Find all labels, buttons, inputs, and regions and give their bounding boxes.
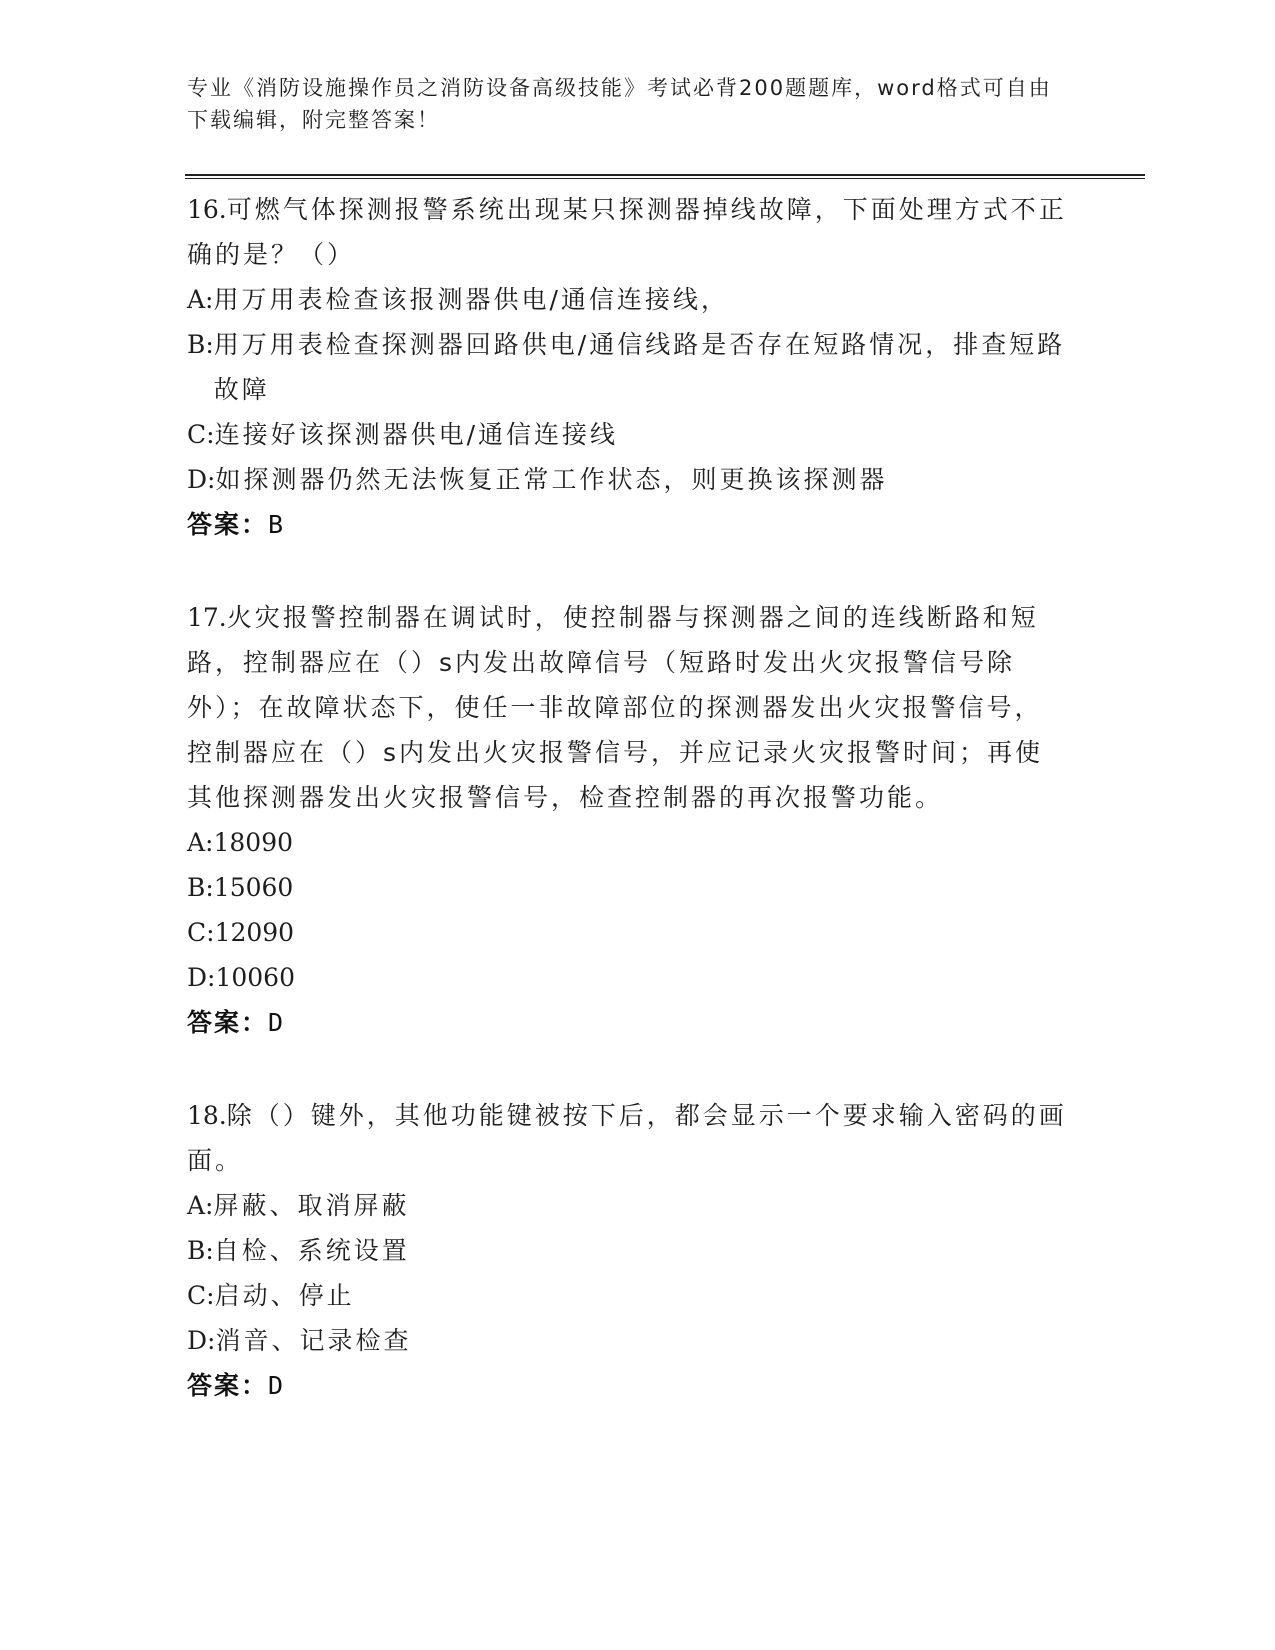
- option-text: 消音、记录检查: [215, 1326, 412, 1355]
- option-text: 18090: [213, 828, 294, 857]
- option-text: 10060: [215, 963, 295, 992]
- question-16: [187, 187, 1067, 547]
- option-c: [187, 1273, 1067, 1318]
- option-d: [187, 457, 1067, 502]
- option-b: [187, 865, 1067, 910]
- option-key: D:: [187, 963, 216, 992]
- document-header: 专业《消防设施操作员之消防设备高级技能》考试必背200题题库，word格式可自由下载编辑，附完整答案！: [187, 76, 1052, 132]
- option-text: 启动、停止: [214, 1281, 355, 1310]
- option-key: B:: [187, 330, 214, 359]
- option-a: [187, 820, 1067, 865]
- option-text: 连接好该探测器供电/通信连接线: [214, 420, 618, 449]
- question-text: [187, 1093, 1067, 1183]
- option-key: D:: [187, 465, 216, 494]
- option-text: 用万用表检查该报测器供电/通信连接线，: [213, 285, 729, 314]
- option-c: [187, 910, 1067, 955]
- question-text: [187, 187, 1067, 277]
- option-key: A:: [187, 828, 214, 857]
- option-key: A:: [187, 1191, 214, 1220]
- question-body: 除（）键外，其他功能键被按下后，都会显示一个要求输入密码的画面。: [187, 1101, 1067, 1175]
- answer: [187, 502, 1067, 547]
- question-body: 可燃气体探测报警系统出现某只探测器掉线故障，下面处理方式不正确的是？（）: [187, 195, 1067, 269]
- header-divider: [185, 174, 1145, 179]
- option-b: [187, 1228, 1067, 1273]
- option-key: C:: [187, 918, 215, 947]
- option-text: 12090: [214, 918, 295, 947]
- answer-value: D: [268, 1371, 286, 1400]
- option-key: B:: [187, 1236, 214, 1265]
- option-text: 屏蔽、取消屏蔽: [213, 1191, 410, 1220]
- option-text: 15060: [213, 873, 294, 902]
- option-key: D:: [187, 1326, 216, 1355]
- answer-label: 答案：: [187, 510, 269, 539]
- question-17: [187, 595, 1067, 1045]
- option-key: C:: [187, 1281, 215, 1310]
- answer-value: D: [268, 1008, 286, 1037]
- answer-value: B: [268, 510, 286, 539]
- answer: [187, 1000, 1067, 1045]
- option-a: [187, 277, 1067, 322]
- option-text: 自检、系统设置: [213, 1236, 410, 1265]
- answer-label: 答案：: [187, 1371, 269, 1400]
- option-a: [187, 1183, 1067, 1228]
- option-c: [187, 412, 1067, 457]
- option-key: A:: [187, 285, 214, 314]
- question-number: 18.: [187, 1101, 227, 1130]
- option-text: 如探测器仍然无法恢复正常工作状态，则更换该探测器: [215, 465, 888, 494]
- answer: [187, 1363, 1067, 1408]
- option-b: [187, 322, 1067, 412]
- option-key: C:: [187, 420, 215, 449]
- option-d: [187, 955, 1067, 1000]
- question-text: [187, 595, 1067, 820]
- option-text: 用万用表检查探测器回路供电/通信线路是否存在短路情况，排查短路故障: [213, 330, 1066, 404]
- option-d: [187, 1318, 1067, 1363]
- question-18: [187, 1093, 1067, 1408]
- question-body: 火灾报警控制器在调试时，使控制器与探测器之间的连线断路和短路，控制器应在（）s内发出故障信号（短路时发出火灾报警信号除外）；在故障状态下，使任一非故障部位的探测器发出火灾报警信号，控制器应在（）s内发出火灾报警信号，并应记录火灾报警时间；再使其他探测器发出火灾报警信号，检查控制器的再次报警功能。: [187, 603, 1044, 812]
- question-number: 16.: [187, 195, 227, 224]
- question-list: [187, 187, 1067, 1456]
- answer-label: 答案：: [187, 1008, 269, 1037]
- option-key: B:: [187, 873, 214, 902]
- question-number: 17.: [187, 603, 227, 632]
